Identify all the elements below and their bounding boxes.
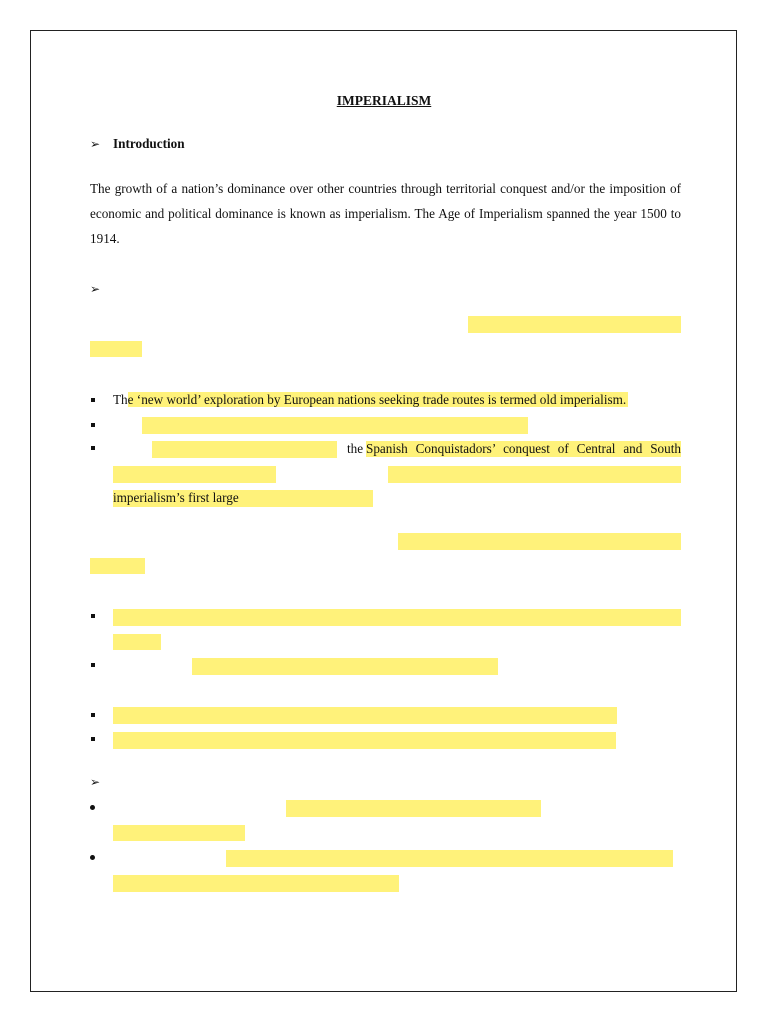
redacted-highlight: [113, 634, 161, 650]
intro-paragraph: The growth of a nation’s dominance over other countries through territorial conquest and/or the imposition of economic and political dominance is known as imperialism. The Age of Imperialism spanned the year 1500 to 1914.: [90, 181, 681, 246]
highlighted-text: [366, 441, 681, 457]
square-bullet-icon: [91, 398, 95, 402]
redacted-highlight: [398, 533, 681, 550]
square-bullet-icon: [91, 737, 95, 741]
bullet-text-the: the: [347, 441, 364, 456]
square-bullet-icon: [91, 614, 95, 618]
bullet-old-imperialism: [113, 392, 628, 408]
redacted-highlight: [113, 825, 245, 841]
redacted-highlight: [113, 466, 276, 483]
page-border: [30, 30, 737, 992]
redacted-highlight: [113, 732, 616, 749]
highlighted-conquistadors: Spanish Conquistadors’ conquest of Central and South: [366, 441, 681, 456]
section-heading-introduction: Introduction: [113, 136, 185, 151]
arrow-bullet-icon: ➢: [90, 137, 101, 151]
redacted-highlight: [142, 417, 528, 434]
square-bullet-icon: [91, 663, 95, 667]
redacted-highlight: [226, 850, 673, 867]
arrow-bullet-icon: ➢: [90, 775, 101, 789]
page-title: IMPERIALISM: [336, 93, 432, 108]
redacted-highlight: [388, 466, 681, 483]
square-bullet-icon: [91, 423, 95, 427]
redacted-highlight: [192, 658, 498, 675]
highlighted-text: e ‘new world’ exploration by European nations seeking trade routes is termed old imperialism.: [127, 392, 627, 407]
redacted-highlight: [468, 316, 681, 333]
round-bullet-icon: [90, 855, 95, 860]
redacted-highlight: [113, 875, 399, 892]
redacted-highlight: [152, 441, 337, 458]
round-bullet-icon: [90, 805, 95, 810]
redacted-highlight: [286, 800, 541, 817]
bullet-text-prefix: Th: [113, 392, 128, 407]
square-bullet-icon: [91, 446, 95, 450]
redacted-highlight: [113, 609, 681, 626]
redacted-highlight: [90, 341, 142, 357]
bullet-text-first-large: imperialism’s first large: [113, 490, 239, 505]
arrow-bullet-icon: ➢: [90, 282, 101, 296]
square-bullet-icon: [91, 713, 95, 717]
redacted-highlight: [90, 558, 145, 574]
redacted-highlight: [113, 707, 617, 724]
